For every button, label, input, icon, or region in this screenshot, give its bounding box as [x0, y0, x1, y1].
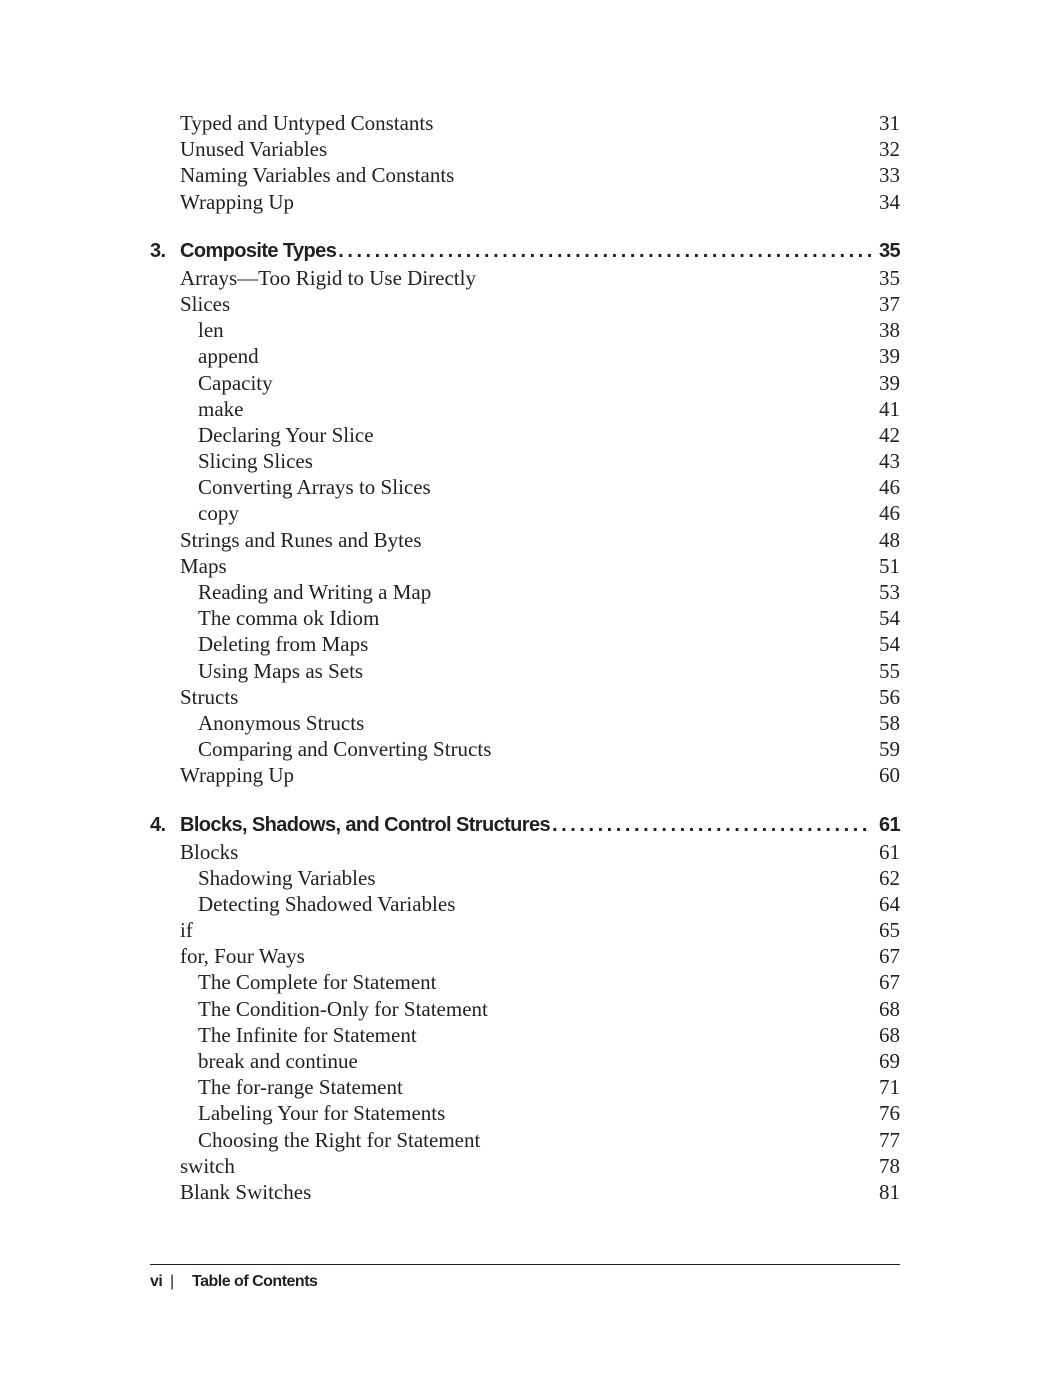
entry-title: Detecting Shadowed Variables: [198, 891, 456, 916]
toc-section-entry: [150, 136, 900, 162]
chapter-number: 3.: [150, 239, 166, 262]
toc-subsection-entry: [150, 1048, 900, 1074]
entry-title: for, Four Ways: [180, 944, 305, 969]
toc-subsection-entry: [150, 396, 900, 422]
entry-title: len: [198, 318, 224, 343]
toc-subsection-entry: [150, 658, 900, 684]
entry-title: Maps: [180, 553, 227, 578]
entry-page-number: 68: [879, 1022, 900, 1047]
entry-page-number: 60: [879, 763, 900, 788]
entry-title: The Infinite for Statement: [198, 1022, 417, 1047]
entry-title: The comma ok Idiom: [198, 606, 380, 631]
entry-page-number: 54: [879, 632, 900, 657]
toc-subsection-entry: [150, 969, 900, 995]
entry-title: copy: [198, 501, 239, 526]
toc-subsection-entry: [150, 996, 900, 1022]
toc-subsection-entry: [150, 317, 900, 343]
entry-page-number: 42: [879, 422, 900, 447]
toc-subsection-entry: [150, 579, 900, 605]
chapter-title: Composite Types: [180, 239, 337, 262]
entry-title: Typed and Untyped Constants: [180, 111, 434, 135]
entry-title: Converting Arrays to Slices: [198, 475, 431, 500]
entry-page-number: 76: [879, 1101, 900, 1126]
toc-section-entry: [150, 265, 900, 291]
toc-chapter-heading: [150, 237, 900, 265]
toc-subsection-entry: [150, 1074, 900, 1100]
toc-subsection-entry: [150, 343, 900, 369]
entry-page-number: 34: [879, 189, 900, 214]
entry-page-number: 51: [879, 553, 900, 578]
entry-title: Slicing Slices: [198, 449, 313, 474]
entry-title: if: [180, 918, 193, 943]
entry-title: Unused Variables: [180, 137, 328, 162]
entry-page-number: 48: [879, 527, 900, 552]
entry-title: Anonymous Structs: [198, 710, 365, 735]
entry-page-number: 32: [879, 137, 900, 162]
toc-subsection-entry: [150, 474, 900, 500]
toc-subsection-entry: [150, 605, 900, 631]
dot-leader: [338, 237, 871, 265]
entry-page-number: 64: [879, 891, 900, 916]
entry-title: The Complete for Statement: [198, 970, 437, 995]
toc-subsection-entry: [150, 448, 900, 474]
toc-section-entry: [150, 1153, 900, 1179]
entry-page-number: 71: [879, 1075, 900, 1100]
chapter-number: 4.: [150, 813, 166, 836]
entry-title: Blank Switches: [180, 1179, 312, 1204]
entry-title: Declaring Your Slice: [198, 422, 374, 447]
toc-section-entry: [150, 291, 900, 317]
toc-section-entry: [150, 684, 900, 710]
entry-page-number: 31: [879, 111, 900, 135]
entry-title: Choosing the Right for Statement: [198, 1127, 481, 1152]
entry-title: Strings and Runes and Bytes: [180, 527, 422, 552]
entry-title: The for-range Statement: [198, 1075, 403, 1100]
toc-subsection-entry: [150, 1100, 900, 1126]
entry-title: Arrays—Too Rigid to Use Directly: [180, 265, 476, 290]
entry-page-number: 33: [879, 163, 900, 188]
entry-page-number: 46: [879, 501, 900, 526]
entry-page-number: 67: [879, 944, 900, 969]
entry-page-number: 65: [879, 918, 900, 943]
entry-page-number: 56: [879, 684, 900, 709]
toc-chapter-heading: [150, 811, 900, 839]
toc-subsection-entry: [150, 865, 900, 891]
entry-title: Wrapping Up: [180, 189, 295, 214]
entry-page-number: 39: [879, 344, 900, 369]
entry-page-number: 54: [879, 606, 900, 631]
chapter-title: Blocks, Shadows, and Control Structures: [180, 813, 550, 836]
entry-title: Slices: [180, 291, 231, 316]
entry-page-number: 77: [879, 1127, 900, 1152]
toc-subsection-entry: [150, 500, 900, 526]
entry-title: Using Maps as Sets: [198, 658, 364, 683]
table-of-contents: [150, 110, 900, 1205]
toc-subsection-entry: [150, 710, 900, 736]
entry-page-number: 78: [879, 1153, 900, 1178]
entry-title: break and continue: [198, 1049, 358, 1073]
entry-page-number: 59: [879, 737, 900, 762]
entry-title: append: [198, 344, 259, 369]
entry-title: Blocks: [180, 839, 239, 864]
entry-page-number: 35: [879, 265, 900, 290]
entry-title: switch: [180, 1153, 235, 1178]
entry-title: Labeling Your for Statements: [198, 1101, 446, 1126]
toc-subsection-entry: [150, 422, 900, 448]
toc-section-entry: [150, 839, 900, 865]
entry-page-number: 62: [879, 865, 900, 890]
entry-page-number: 81: [879, 1179, 900, 1204]
entry-page-number: 69: [879, 1049, 900, 1073]
toc-subsection-entry: [150, 631, 900, 657]
footer-page-number: vi: [150, 1273, 163, 1290]
entry-page-number: 39: [879, 370, 900, 395]
entry-page-number: 53: [879, 580, 900, 604]
entry-title: Capacity: [198, 370, 273, 395]
entry-page-number: 41: [879, 396, 900, 421]
entry-page-number: 67: [879, 970, 900, 995]
toc-subsection-entry: [150, 370, 900, 396]
page-footer: [150, 1264, 900, 1291]
toc-section-entry: [150, 553, 900, 579]
entry-page-number: 58: [879, 710, 900, 735]
toc-section-entry: [150, 917, 900, 943]
entry-page-number: 43: [879, 449, 900, 474]
chapter-page-number: 61: [878, 813, 900, 836]
toc-section-entry: [150, 1179, 900, 1205]
toc-subsection-entry: [150, 891, 900, 917]
entry-title: Naming Variables and Constants: [180, 163, 455, 188]
entry-title: make: [198, 396, 244, 421]
toc-section-entry: [150, 162, 900, 188]
entry-title: The Condition-Only for Statement: [198, 996, 488, 1021]
footer-separator: |: [170, 1273, 174, 1290]
chapter-page-number: 35: [878, 239, 900, 262]
toc-section-entry: [150, 762, 900, 788]
entry-title: Wrapping Up: [180, 763, 295, 788]
entry-title: Reading and Writing a Map: [198, 580, 432, 604]
dot-leader: [552, 811, 871, 839]
footer-running-title: Table of Contents: [192, 1273, 318, 1290]
entry-title: Structs: [180, 684, 239, 709]
toc-section-entry: [150, 943, 900, 969]
toc-section-entry: [150, 110, 900, 136]
toc-subsection-entry: [150, 736, 900, 762]
toc-subsection-entry: [150, 1022, 900, 1048]
entry-page-number: 38: [879, 318, 900, 343]
toc-section-entry: [150, 189, 900, 215]
toc-subsection-entry: [150, 1127, 900, 1153]
entry-page-number: 68: [879, 996, 900, 1021]
entry-page-number: 46: [879, 475, 900, 500]
entry-page-number: 37: [879, 291, 900, 316]
entry-title: Comparing and Converting Structs: [198, 737, 492, 762]
entry-page-number: 55: [879, 658, 900, 683]
toc-section-entry: [150, 527, 900, 553]
entry-page-number: 61: [879, 839, 900, 864]
entry-title: Deleting from Maps: [198, 632, 369, 657]
entry-title: Shadowing Variables: [198, 865, 376, 890]
